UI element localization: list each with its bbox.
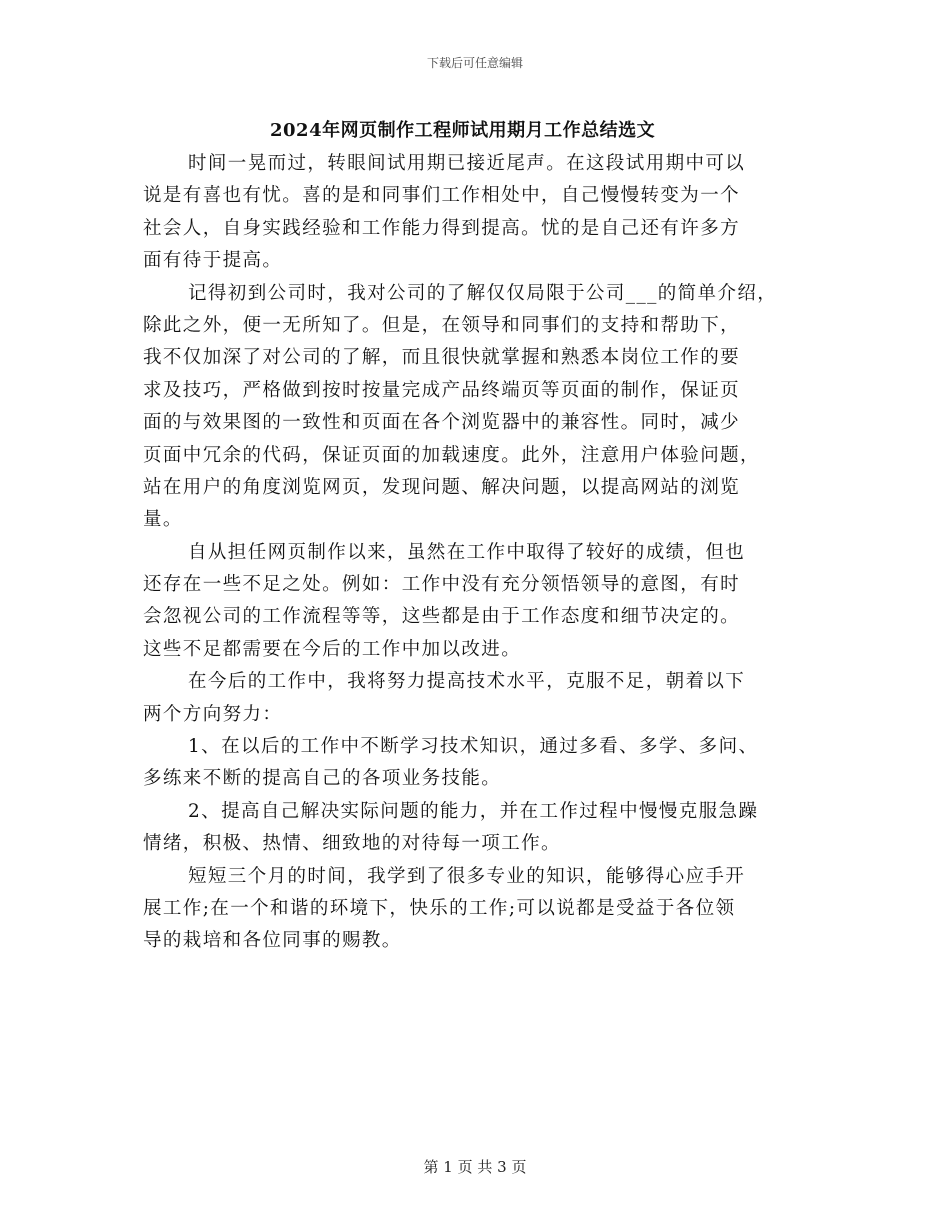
page-number: 第 1 页 共 3 页	[423, 1158, 527, 1176]
text-line: 页面中冗余的代码，保证页面的加载速度。此外，注意用户体验问题，	[143, 444, 760, 466]
text-line: 除此之外，便一无所知了。但是，在领导和同事们的支持和帮助下，	[143, 314, 741, 336]
text-line: 短短三个月的时间，我学到了很多专业的知识，能够得心应手开	[188, 865, 746, 887]
text-line: 会忽视公司的工作流程等等，这些都是由于工作态度和细节决定的。	[143, 606, 741, 628]
text-line: 导的栽培和各位同事的赐教。	[143, 930, 402, 952]
text-line: 在今后的工作中，我将努力提高技术水平，克服不足，朝着以下	[188, 671, 746, 693]
download-note: 下载后可任意编辑	[426, 56, 523, 70]
document-body	[143, 148, 823, 958]
text-line: 记得初到公司时，我对公司的了解仅仅局限于公司___的简单介绍，	[188, 282, 778, 304]
text-line: 展工作;在一个和谐的环境下，快乐的工作;可以说都是受益于各位领	[143, 897, 736, 919]
text-line: 多练来不断的提高自己的各项业务技能。	[143, 768, 502, 790]
text-line: 求及技巧，严格做到按时按量完成产品终端页等页面的制作，保证页	[143, 379, 741, 401]
text-line: 两个方向努力：	[143, 703, 283, 725]
text-line: 站在用户的角度浏览网页，发现问题、解决问题，以提高网站的浏览	[143, 476, 741, 498]
text-line: 面的与效果图的一致性和页面在各个浏览器中的兼容性。同时，减少	[143, 412, 741, 434]
text-line: 情绪，积极、热情、细致地的对待每一项工作。	[143, 833, 561, 855]
text-line: 时间一晃而过，转眼间试用期已接近尾声。在这段试用期中可以	[188, 153, 746, 174]
text-line: 面有待于提高。	[143, 250, 283, 272]
text-line: 说是有喜也有忧。喜的是和同事们工作相处中，自己慢慢转变为一个	[143, 185, 741, 207]
text-line: 社会人，自身实践经验和工作能力得到提高。忧的是自己还有许多方	[143, 217, 741, 239]
text-line: 我不仅加深了对公司的了解，而且很快就掌握和熟悉本岗位工作的要	[143, 347, 741, 369]
text-line: 2、提高自己解决实际问题的能力，并在工作过程中慢慢克服急躁	[188, 800, 759, 822]
text-line: 1、在以后的工作中不断学习技术知识，通过多看、多学、多问、	[188, 736, 759, 758]
text-line: 这些不足都需要在今后的工作中加以改进。	[143, 638, 522, 660]
text-line: 还存在一些不足之处。例如：工作中没有充分领悟领导的意图，有时	[143, 574, 741, 596]
document-title: 2024年网页制作工程师试用期月工作总结选文	[270, 120, 656, 141]
text-line: 量。	[143, 509, 183, 531]
text-line: 自从担任网页制作以来，虽然在工作中取得了较好的成绩，但也	[188, 541, 746, 563]
